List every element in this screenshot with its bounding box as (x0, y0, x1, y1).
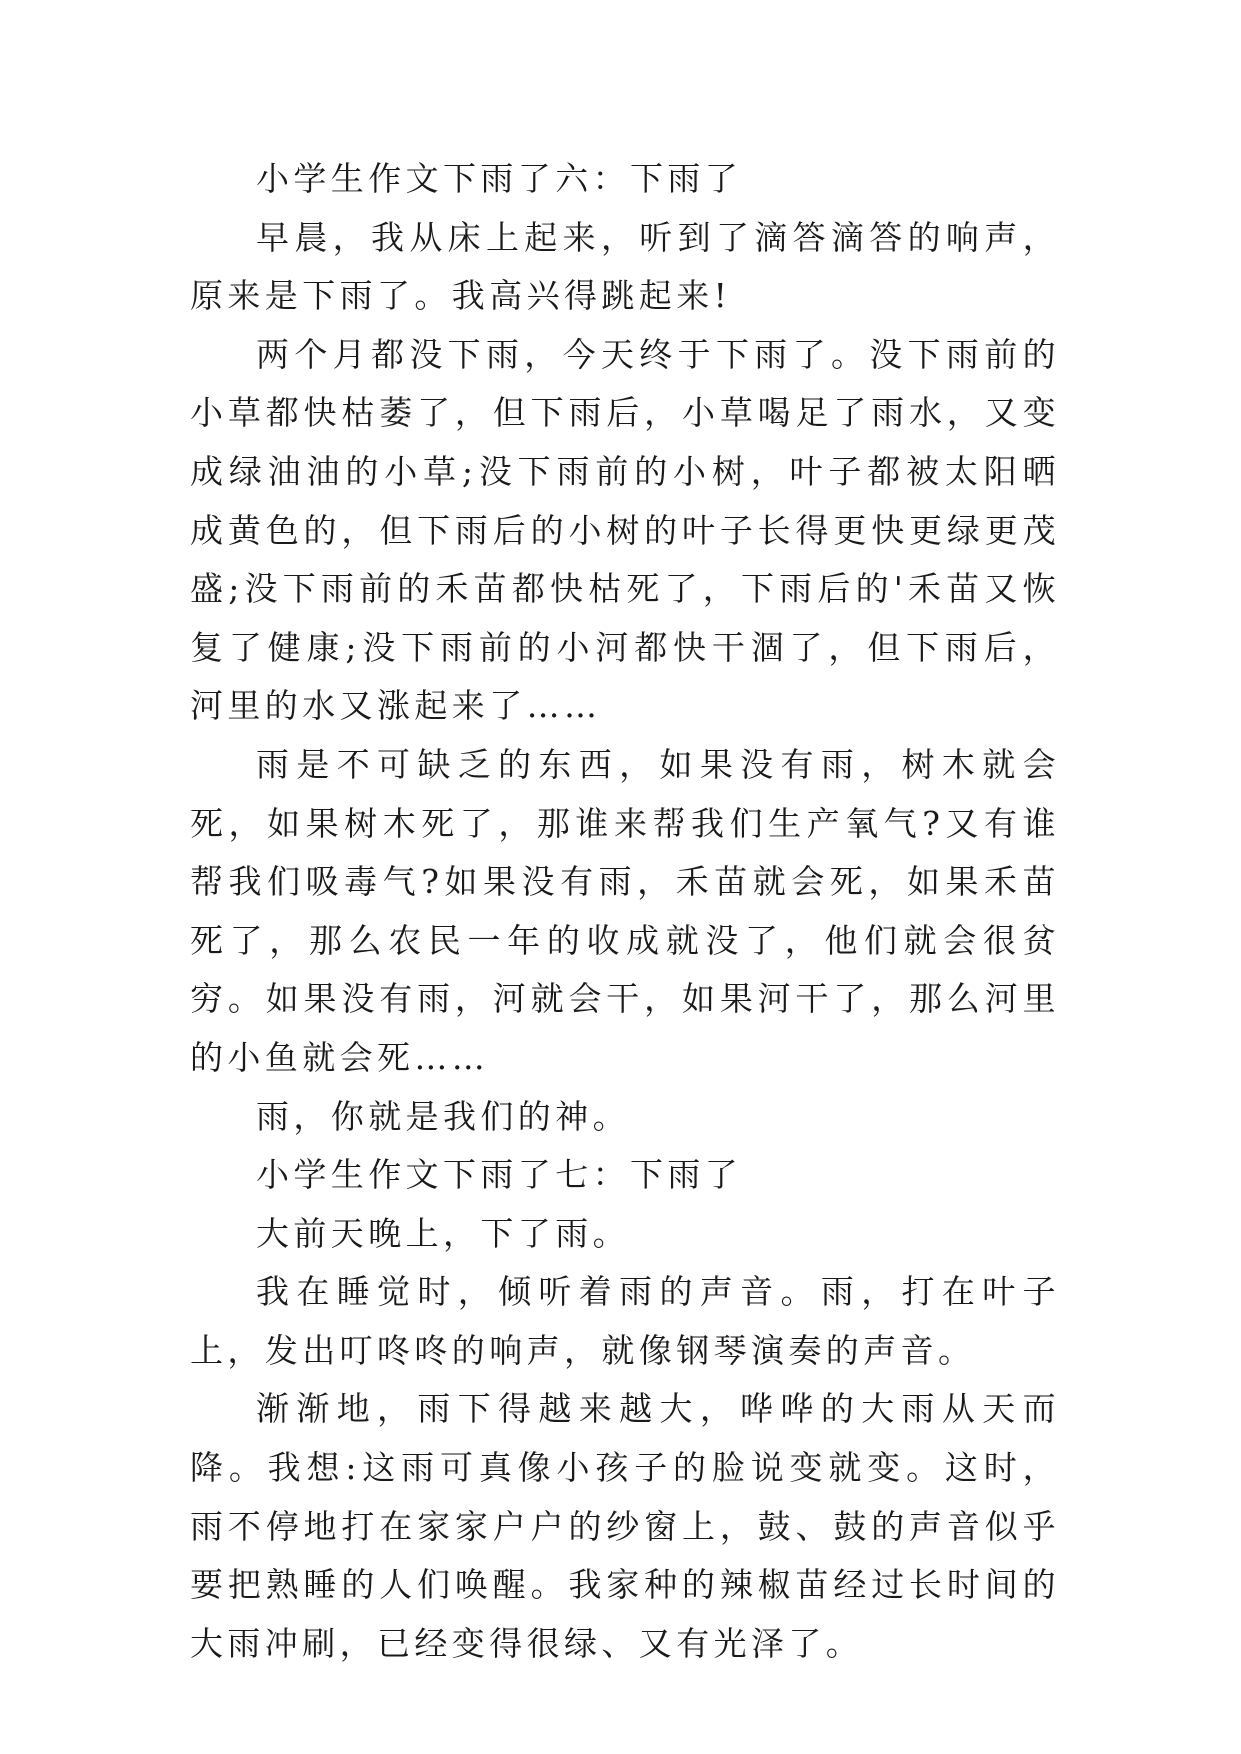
paragraph: 雨是不可缺乏的东西，如果没有雨，树木就会死，如果树木死了，那谁来帮我们生产氧气?又有谁帮我们吸毒气?如果没有雨，禾苗就会死，如果禾苗死了，那么农民一年的收成就没了，他们就会很贫穷。如果没有雨，河就会干，如果河干了，那么河里的小鱼就会死…… (190, 744, 1060, 1077)
section-heading-6: 小学生作文下雨了六：下雨了 (256, 159, 743, 198)
paragraph: 两个月都没下雨，今天终于下雨了。没下雨前的小草都快枯萎了，但下雨后，小草喝足了雨水，又变成绿油油的小草;没下雨前的小树，叶子都被太阳晒成黄色的，但下雨后的小树的叶子长得更快更绿更茂盛;没下雨前的禾苗都快枯死了，下雨后的'禾苗又恢复了健康;没下雨前的小河都快干涸了，但下雨后，河里的水又涨起来了…… (190, 334, 1060, 726)
paragraph: 雨，你就是我们的神。 (256, 1096, 630, 1136)
paragraph: 早晨，我从床上起来，听到了滴答滴答的响声，原来是下雨了。我高兴得跳起来! (190, 217, 1060, 316)
section-heading-7: 小学生作文下雨了七：下雨了 (256, 1155, 743, 1195)
paragraph: 渐渐地，雨下得越来越大，哗哗的大雨从天而降。我想:这雨可真像小孩子的脸说变就变。这时，雨不停地打在家家户户的纱窗上，鼓、鼓的声音似乎要把熟睡的人们唤醒。我家种的辣椒苗经过长时间的大雨冲刷，已经变得很绿、又有光泽了。 (190, 1389, 1060, 1663)
document-body (190, 150, 1060, 1673)
paragraph: 大前天晚上，下了雨。 (256, 1213, 630, 1253)
paragraph: 我在睡觉时，倾听着雨的声音。雨，打在叶子上，发出叮咚咚的响声，就像钢琴演奏的声音。 (190, 1272, 1060, 1370)
